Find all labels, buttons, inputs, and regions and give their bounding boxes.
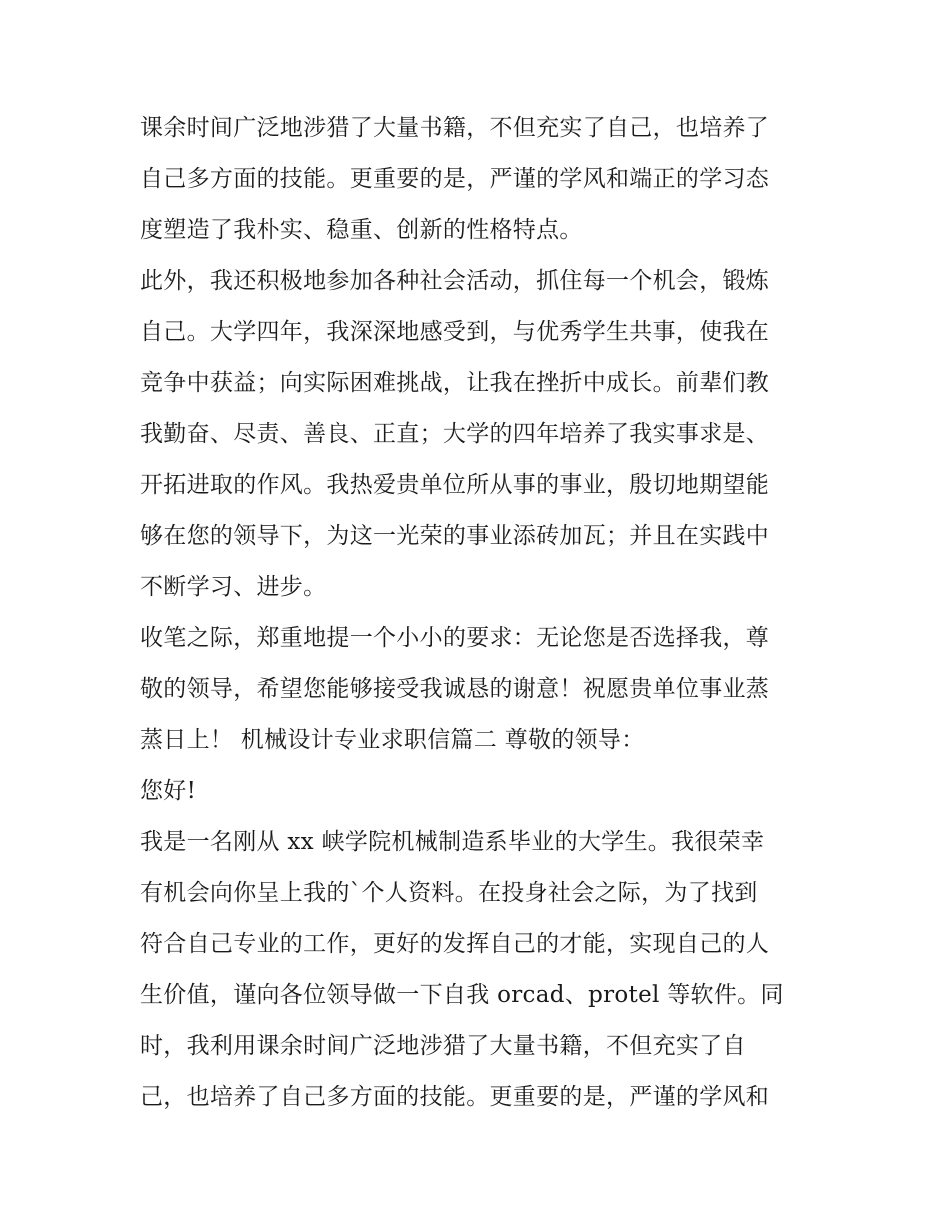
text-line: 我勤奋、尽责、善良、正直；大学的四年培养了我实事求是、: [140, 421, 770, 447]
text-line: 不断学习、进步。: [140, 574, 327, 600]
text-line: 竞争中获益；向实际困难挑战，让我在挫折中成长。前辈们教: [140, 370, 770, 396]
text-line: 度塑造了我朴实、稳重、创新的性格特点。: [140, 217, 583, 243]
text-line: 自己多方面的技能。更重要的是，严谨的学风和端正的学习态: [140, 166, 770, 192]
text-line: 敬的领导，希望您能够接受我诚恳的谢意！祝愿贵单位事业蒸: [140, 676, 770, 702]
text-line: 时，我利用课余时间广泛地涉猎了大量书籍，不但充实了自: [140, 1033, 746, 1059]
text-line: 课余时间广泛地涉猎了大量书籍，不但充实了自己，也培养了: [140, 115, 770, 141]
text-line: 符合自己专业的工作，更好的发挥自己的才能，实现自己的人: [140, 931, 770, 957]
text-line: 您好!: [140, 778, 197, 804]
text-line: 生价值，谨向各位领导做一下自我 orcad、protel 等软件。同: [140, 982, 784, 1008]
text-line: 有机会向你呈上我的`个人资料。在投身社会之际，为了找到: [140, 880, 758, 906]
text-line: 自己。大学四年，我深深地感受到，与优秀学生共事，使我在: [140, 319, 770, 345]
text-line: 我是一名刚从 xx 峡学院机械制造系毕业的大学生。我很荣幸: [140, 829, 765, 855]
text-line: 开拓进取的作风。我热爱贵单位所从事的事业，殷切地期望能: [140, 472, 770, 498]
text-line: 够在您的领导下，为这一光荣的事业添砖加瓦；并且在实践中: [140, 523, 770, 549]
text-line: 蒸日上！ 机械设计专业求职信篇二 尊敬的领导：: [140, 727, 645, 753]
text-line: 收笔之际，郑重地提一个小小的要求：无论您是否选择我，尊: [140, 625, 770, 651]
text-line: 己，也培养了自己多方面的技能。更重要的是，严谨的学风和: [140, 1084, 770, 1110]
text-line: 此外，我还积极地参加各种社会活动，抓住每一个机会，锻炼: [140, 268, 770, 294]
body-text: [140, 103, 812, 1123]
